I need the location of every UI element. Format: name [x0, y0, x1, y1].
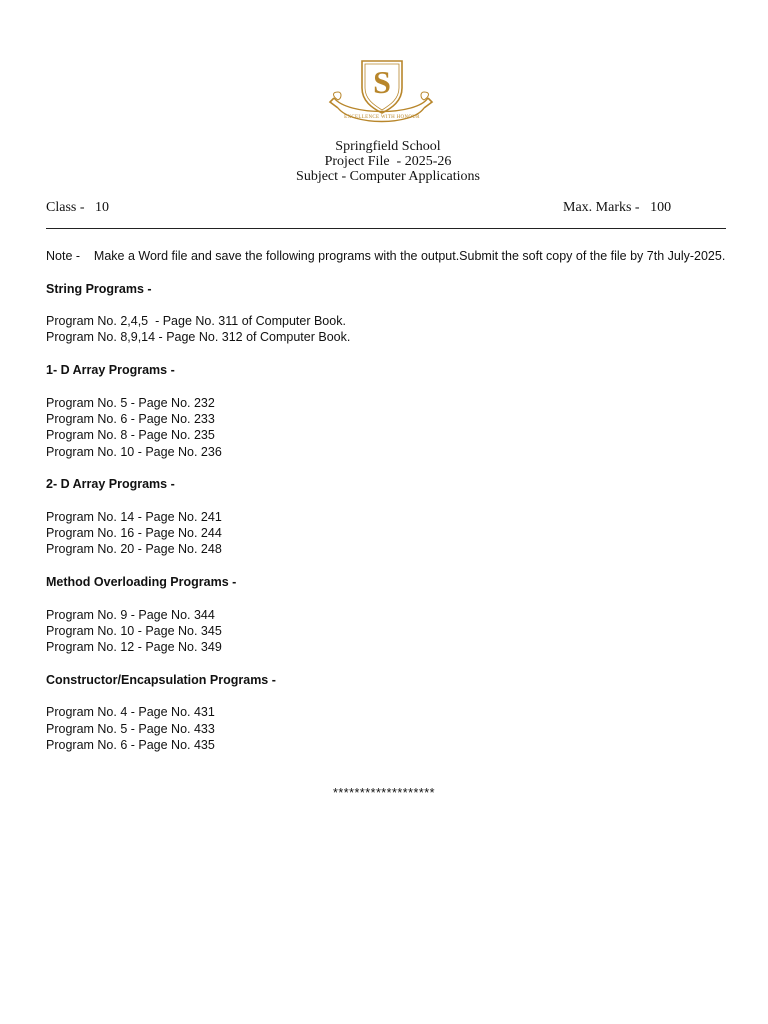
list-item: Program No. 20 - Page No. 248 — [46, 542, 222, 557]
list-item: Program No. 9 - Page No. 344 — [46, 607, 215, 622]
footer-stars: ******************* — [333, 786, 435, 800]
list-item: Program No. 2,4,5 - Page No. 311 of Computer Book. — [46, 314, 346, 329]
svg-text:EXCELLENCE WITH HONOUR: EXCELLENCE WITH HONOUR — [344, 115, 420, 120]
note-paragraph: Note - Make a Word file and save the following programs with the output.Submit the soft copy of the file by 7th July-2025. — [46, 249, 726, 263]
school-name: Springfield School — [335, 139, 441, 154]
list-item: Program No. 5 - Page No. 433 — [46, 721, 215, 736]
school-crest-logo-icon — [328, 58, 434, 134]
list-item: Program No. 5 - Page No. 232 — [46, 395, 215, 410]
list-item: Program No. 8,9,14 - Page No. 312 of Computer Book. — [46, 330, 351, 345]
section-1d-array-programs — [46, 362, 726, 460]
section-title: String Programs - — [46, 281, 152, 296]
section-title: Method Overloading Programs - — [46, 574, 237, 589]
list-item: Program No. 4 - Page No. 431 — [46, 705, 215, 720]
list-item: Program No. 16 - Page No. 244 — [46, 526, 222, 541]
project-title: Project File - 2025-26 — [324, 154, 452, 169]
horizontal-divider — [46, 228, 726, 229]
max-marks-label: Max. Marks - 100 — [563, 200, 672, 215]
list-item: Program No. 6 - Page No. 435 — [46, 737, 215, 752]
list-item: Program No. 10 - Page No. 236 — [46, 444, 222, 459]
list-item: Program No. 6 - Page No. 233 — [46, 411, 215, 426]
section-title: Constructor/Encapsulation Programs - — [46, 672, 276, 687]
class-label: Class - 10 — [46, 200, 109, 215]
list-item: Program No. 12 - Page No. 349 — [46, 640, 222, 655]
section-title: 1- D Array Programs - — [46, 363, 175, 378]
document-body — [46, 248, 726, 753]
section-title: 2- D Array Programs - — [46, 477, 175, 492]
section-method-overloading-programs — [46, 574, 726, 655]
list-item: Program No. 14 - Page No. 241 — [46, 509, 222, 524]
list-item: Program No. 8 - Page No. 235 — [46, 428, 215, 443]
section-constructor-encapsulation-programs — [46, 672, 726, 753]
section-2d-array-programs — [46, 476, 726, 557]
section-string-programs — [46, 281, 726, 346]
list-item: Program No. 10 - Page No. 345 — [46, 623, 222, 638]
svg-text:S: S — [373, 64, 391, 100]
subject-title: Subject - Computer Applications — [296, 169, 480, 184]
